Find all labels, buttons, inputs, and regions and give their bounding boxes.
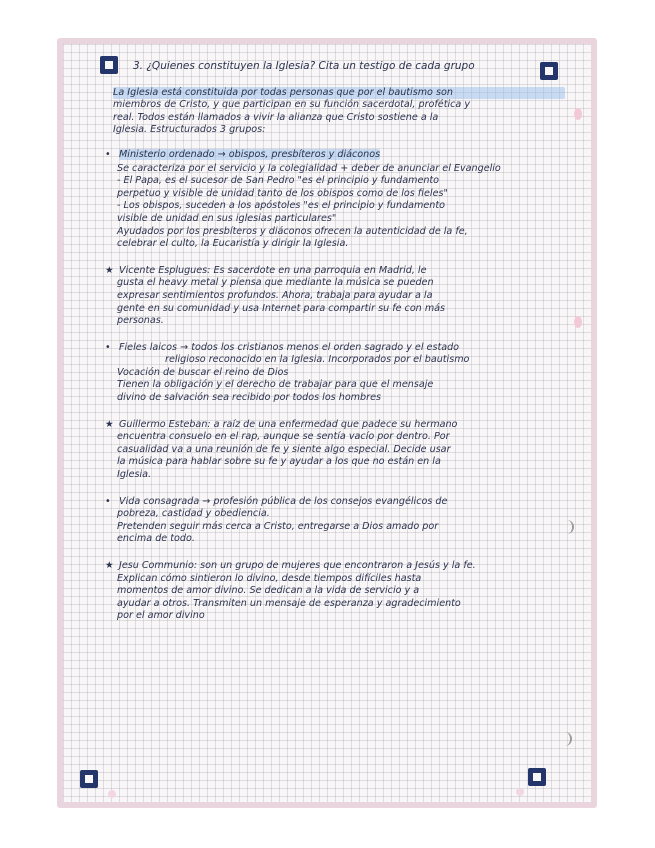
star-marker: ★ <box>105 560 114 571</box>
witness-line: la música para hablar sobre su fe y ayudar a los que no están en la <box>117 456 441 468</box>
witness-line: Guillermo Esteban: a raíz de una enfermedad que padece su hermano <box>119 418 458 430</box>
section-heading: Fieles laicos → todos los cristianos menos el orden sagrado y el estado <box>119 341 460 353</box>
star-marker: ★ <box>105 264 114 276</box>
pink-dot <box>516 788 524 796</box>
pink-dot <box>108 790 116 798</box>
witness-line: encuentra consuelo en el rap, aunque se sentía vacío por dentro. Por <box>117 431 450 443</box>
corner-mark-bottom-right <box>528 768 546 786</box>
section-vida-consagrada <box>105 496 565 546</box>
witness-line: momentos de amor divino. Se dedican a la vida de servicio y a <box>117 585 420 597</box>
witness-line: Vicente Esplugues: Es sacerdote en una parroquia en Madrid, le <box>119 264 427 276</box>
witness-vicente-esplugues <box>105 265 565 328</box>
corner-mark-bottom-left <box>80 770 98 788</box>
intro-line: Iglesia. Estructurados 3 grupos: <box>113 124 266 136</box>
section-line: Pretenden seguir más cerca a Cristo, entregarse a Dios amado por <box>117 520 439 532</box>
witness-line: Iglesia. <box>117 469 152 481</box>
witness-line: expresar sentimientos profundos. Ahora, trabaja para ayudar a la <box>117 289 433 301</box>
witness-guillermo-esteban <box>105 419 565 482</box>
section-line: - El Papa, es el sucesor de San Pedro "es el principio y fundamento <box>117 175 440 187</box>
section-line: pobreza, castidad y obediencia. <box>117 508 270 520</box>
witness-line: Jesu Communio: son un grupo de mujeres que encontraron a Jesús y la fe. <box>119 560 476 571</box>
section-line: Vocación de buscar el reino de Dios <box>117 366 289 378</box>
section-line: perpetuo y visible de unidad tanto de los obispos como de los fieles" <box>117 187 448 199</box>
section-line: Tienen la obligación y el derecho de trabajar para que el mensaje <box>117 379 434 391</box>
section-line: religioso reconocido en la Iglesia. Incorporados por el bautismo <box>165 354 470 366</box>
witness-jesu-communio <box>105 560 565 623</box>
witness-line: gusta el heavy metal y piensa que mediante la música se pueden <box>117 277 434 289</box>
section-line: divino de salvación sea recibido por todos los hombres <box>117 392 381 404</box>
bullet-marker: • <box>105 495 111 507</box>
binder-hole-top <box>574 108 582 120</box>
witness-line: por el amor divino <box>117 610 205 622</box>
section-line: visible de unidad en sus iglesias particulares" <box>117 212 337 224</box>
intro-line: real. Todos están llamados a vivir la alianza que Cristo sostiene a la <box>113 111 439 123</box>
witness-line: Explican cómo sintieron lo divino, desde tiempos difíciles hasta <box>117 572 422 584</box>
section-line: - Los obispos, suceden a los apóstoles "es el principio y fundamento <box>117 200 445 212</box>
handwritten-notes <box>105 60 565 637</box>
section-line: encima de todo. <box>117 533 195 545</box>
section-fieles-laicos <box>105 342 565 405</box>
star-marker: ★ <box>105 418 114 430</box>
section-line: Se caracteriza por el servicio y la colegialidad + deber de anunciar el Evangelio <box>117 162 501 174</box>
witness-line: ayudar a otros. Transmiten un mensaje de esperanza y agradecimiento <box>117 597 461 609</box>
section-ministerio-ordenado <box>105 149 565 251</box>
witness-line: casualidad va a una reunión de fe y siente algo especial. Decide usar <box>117 443 451 455</box>
bullet-marker: • <box>105 148 111 160</box>
intro-line: La Iglesia está constituida por todas personas que por el bautismo son <box>113 87 565 100</box>
witness-line: gente en su comunidad y usa Internet para compartir su fe con más <box>117 302 446 314</box>
section-heading: Ministerio ordenado → obispos, presbíteros y diáconos <box>119 148 381 160</box>
bullet-marker: • <box>105 341 111 353</box>
section-heading: Vida consagrada → profesión pública de los consejos evangélicos de <box>119 495 448 507</box>
section-line: celebrar el culto, la Eucaristía y dirigir la Iglesia. <box>117 238 349 250</box>
question-heading: 3. ¿Quienes constituyen la Iglesia? Cita un testigo de cada grupo <box>133 60 475 72</box>
binder-hole-middle <box>574 316 582 328</box>
witness-line: personas. <box>117 315 164 327</box>
intro-line: miembros de Cristo, y que participan en su función sacerdotal, profética y <box>113 99 471 111</box>
section-line: Ayudados por los presbíteros y diáconos ofrecen la autenticidad de la fe, <box>117 225 468 237</box>
intro-paragraph <box>105 87 565 137</box>
